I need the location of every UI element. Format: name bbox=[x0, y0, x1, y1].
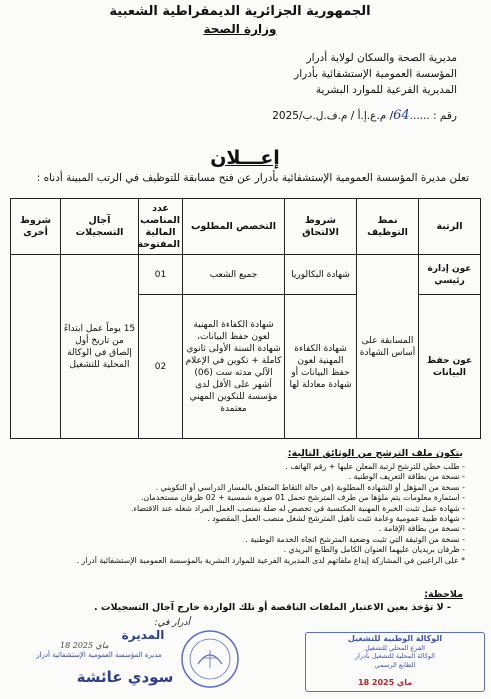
admin-block bbox=[157, 50, 457, 98]
admin-line-1: مديرية الصحة والسكان لولاية أدرار bbox=[306, 52, 457, 64]
recruitment-table bbox=[10, 198, 481, 439]
col-other: شروط أخرى bbox=[11, 199, 61, 255]
list-item: - طلب خطي للترشح لرتبة المعلن عليها + رقم الهاتف . bbox=[285, 462, 465, 471]
documents-list bbox=[25, 462, 465, 566]
stamp-line-1: الوكالة الوطنية للتشغيل bbox=[347, 634, 443, 643]
signer-name: سودي عائشة bbox=[76, 668, 174, 686]
stamp-line-4: الطابع الرسمي bbox=[374, 660, 416, 669]
ref-suffix: / م.ع.إ.أ / م.ف.ل.ب/2025 bbox=[272, 110, 394, 122]
cell-other bbox=[11, 255, 61, 439]
documents-title: يتكون ملف الترشح من الوثائق التالية: bbox=[287, 448, 463, 459]
list-item: * على الراغبين في المشاركة إيداع ملفاتهم لدى المديرية الفرعية للموارد البشرية بالمؤسسة العمومية الإستشفائية أدرار . bbox=[76, 555, 465, 565]
director-title: المديرة bbox=[121, 628, 165, 642]
ref-prefix: رقم : ...... bbox=[409, 110, 457, 122]
col-deadline: آجال التسجيلات bbox=[61, 199, 139, 255]
table-row bbox=[11, 255, 481, 295]
stamp-line-2: الفرع المحلي للتشغيل bbox=[365, 643, 425, 652]
ministry-header: وزارة الصحة bbox=[203, 22, 277, 36]
cell-specialty: جميع الشعب bbox=[183, 255, 285, 295]
list-item: - نسخة من الوثيقة التي تثبت وضعية المترشح اتجاه الخدمة الوطنية . bbox=[245, 534, 465, 544]
director-stamp-text: مديرة المؤسسة العمومية الإستشفائية أدرار bbox=[36, 651, 162, 659]
list-item: - شهادة طبية عمومية وعامة تثبت تأهيل المترشح لشغل منصب العمل المقصود . bbox=[207, 514, 465, 524]
list-item: - نسخة من بطاقة الإقامة . bbox=[378, 524, 465, 534]
round-seal-icon bbox=[178, 628, 242, 690]
stamp-line-3: الوكالة المحلية للتشغيل بأدرار bbox=[355, 652, 435, 660]
list-item: - نسخة من بطاقة التعريف الوطنية . bbox=[348, 472, 465, 482]
cell-posts: 02 bbox=[139, 295, 183, 439]
list-item: - استمارة معلومات يتم ملؤها من طرف المترشح تحمل 01 صورة شمسية + 02 ظرفان مستخدمان. bbox=[141, 493, 465, 503]
cell-conditions: شهادة البكالوريا bbox=[285, 255, 357, 295]
sign-place: أدرار في: bbox=[154, 618, 190, 628]
note-title: ملاحظة: bbox=[424, 589, 463, 600]
cell-mode: المسابقة على أساس الشهادة bbox=[357, 255, 419, 439]
sign-date-handwritten: 18 ماي 2025 bbox=[60, 641, 109, 650]
col-grade: الرتبة bbox=[419, 199, 481, 255]
cell-conditions: شهادة الكفاءة المهنية لعون حفظ البيانات أو شهادة معادلة لها bbox=[285, 295, 357, 439]
cell-posts: 01 bbox=[139, 255, 183, 295]
col-mode: نمط التوظيف bbox=[357, 199, 419, 255]
list-item: - شهادة عمل تثبت الخبرة المهنية المكتسبة في تخصص له صلة بمنصب العمل المراد شغله عند الاقتضاء. bbox=[130, 503, 465, 513]
col-specialty: التخصص المطلوب bbox=[183, 199, 285, 255]
announcement-title: إعـــلان bbox=[210, 147, 280, 169]
ref-number-handwritten: 64 bbox=[393, 108, 410, 123]
col-conditions: شروط الالتحاق bbox=[285, 199, 357, 255]
admin-line-3: المديرية الفرعية للموارد البشرية bbox=[315, 84, 457, 96]
republic-header: الجمهورية الجزائرية الديمقراطية الشعبية bbox=[109, 4, 371, 19]
cell-deadline: 15 يوماً عمل ابتداءً من تاريخ أول إلصاق في الوكالة المحلية للتشغيل bbox=[61, 255, 139, 439]
note-text: - لا تؤخذ بعين الاعتبار الملفات الناقصة أو تلك الواردة خارج آجال التسجيلات . bbox=[93, 602, 451, 613]
cell-specialty: شهادة الكفاءة المهنية لعون حفظ البيانات، شهادة السنة الأولى ثانوي كاملة + تكوين في الإعلام الآلي مدته ست (06) أشهر على الأقل لدى مؤسسة للتكوين المهني معتمدة bbox=[183, 295, 285, 439]
cell-grade: عون حفظ البيانات bbox=[419, 295, 481, 439]
cell-grade: عون إدارة رئيسي bbox=[419, 255, 481, 295]
intro-paragraph: تعلن مديرة المؤسسة العمومية الإستشفائية بأدرار عن فتح مسابقة للتوظيف في الرتب المبينة أدناه : bbox=[36, 172, 469, 184]
col-posts: عدد المناصب المالية المفتوحة bbox=[139, 199, 183, 255]
table-header-row bbox=[11, 199, 481, 255]
list-item: - نسخة من المؤهل أو الشهادة المطلوبة (في حالة التقاط المتعلق بالمسار الدراسي أو التكويني . bbox=[155, 482, 465, 492]
reference-number bbox=[127, 108, 457, 123]
list-item: - ظرفان بريديان عليهما العنوان الكامل والطابع البريدي . bbox=[283, 545, 465, 555]
stamp-date: 18 ماي 2025 bbox=[358, 678, 413, 687]
admin-line-2: المؤسسة العمومية الإستشفائية بأدرار bbox=[294, 68, 457, 80]
